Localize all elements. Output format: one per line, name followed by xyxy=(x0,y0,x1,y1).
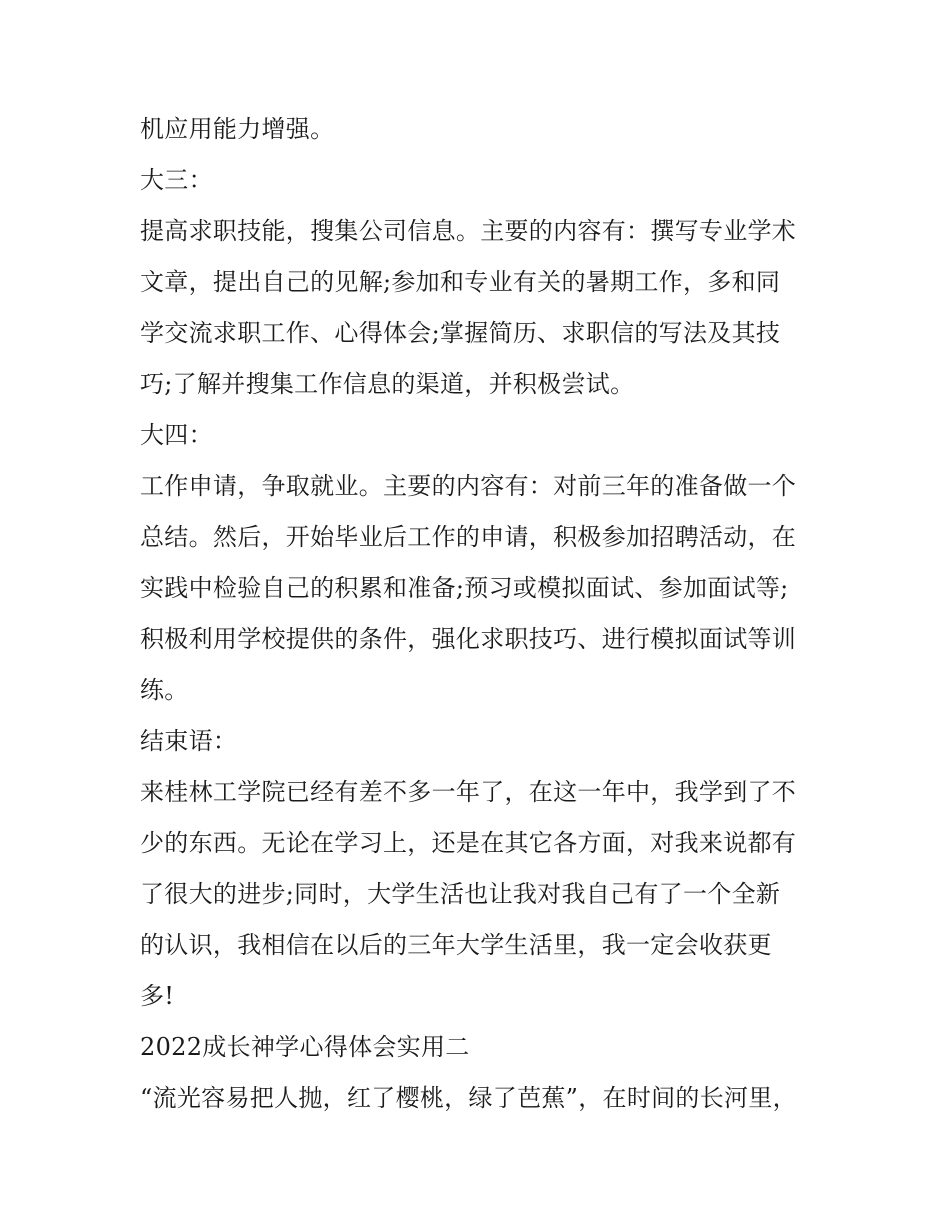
section-heading: 大四： xyxy=(140,421,213,449)
section-heading: 大三： xyxy=(140,166,213,194)
text-line: 积极利用学校提供的条件，强化求职技巧、进行模拟面试等训 xyxy=(140,625,797,653)
text-line: 机应用能力增强。 xyxy=(140,115,335,143)
text-line: 学交流求职工作、心得体会;掌握简历、求职信的写法及其技 xyxy=(140,319,781,347)
text-line: 多! xyxy=(140,982,175,1010)
text-line: 来桂林工学院已经有差不多一年了，在这一年中，我学到了不 xyxy=(140,778,797,806)
text-line: 了很大的进步;同时，大学生活也让我对我自己有了一个全新 xyxy=(140,880,781,908)
text-line: 总结。然后，开始毕业后工作的申请，积极参加招聘活动，在 xyxy=(140,523,797,551)
text-line: 练。 xyxy=(140,676,189,704)
text-line: 工作申请，争取就业。主要的内容有：对前三年的准备做一个 xyxy=(140,472,797,500)
text-line: 实践中检验自己的积累和准备;预习或模拟面试、参加面试等; xyxy=(140,574,789,602)
text-line: 提高求职技能，搜集公司信息。主要的内容有：撰写专业学术 xyxy=(140,217,797,245)
article-title: 2022成长神学心得体会实用二 xyxy=(140,1033,470,1061)
text-line: 的认识，我相信在以后的三年大学生活里，我一定会收获更 xyxy=(140,931,772,959)
text-line: “流光容易把人抛，红了樱桃，绿了芭蕉”，在时间的长河里， xyxy=(140,1084,797,1112)
text-line: 少的东西。无论在学习上，还是在其它各方面，对我来说都有 xyxy=(140,829,797,857)
text-line: 文章，提出自己的见解;参加和专业有关的暑期工作，多和同 xyxy=(140,268,781,296)
section-heading: 结束语： xyxy=(140,727,238,755)
text-line: 巧;了解并搜集工作信息的渠道，并积极尝试。 xyxy=(140,370,635,398)
